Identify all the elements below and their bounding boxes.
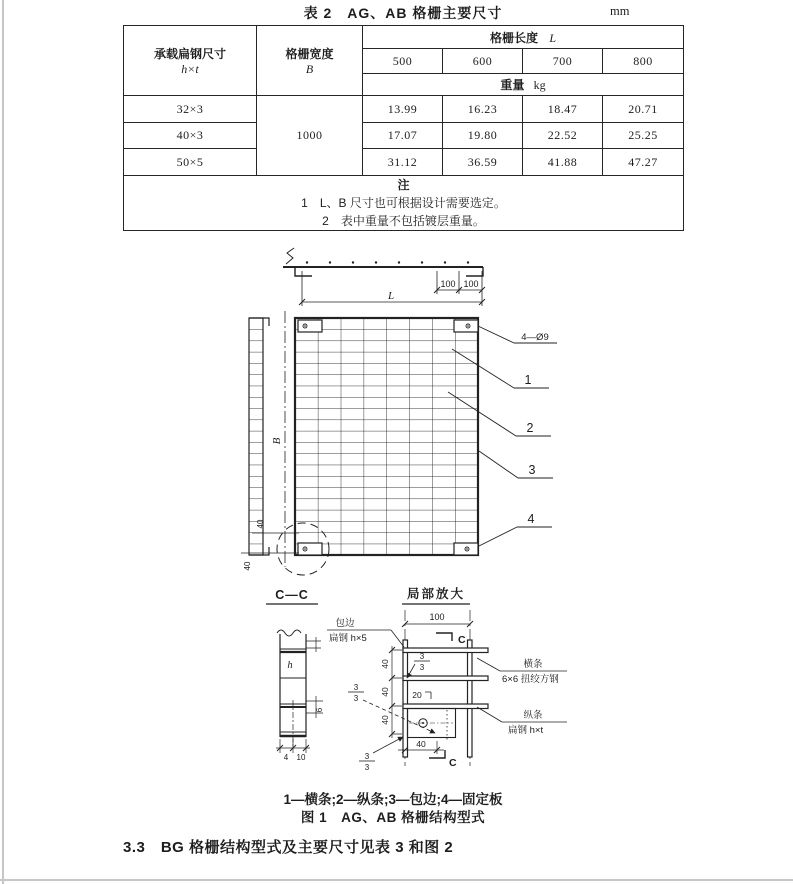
cross-bar-2 xyxy=(403,676,488,681)
crossbar-dots xyxy=(306,261,469,263)
svg-text:3: 3 xyxy=(353,683,359,692)
cell-size-0: 32×3 xyxy=(124,96,257,123)
cross-bar-label xyxy=(477,658,567,685)
cross-bar-1 xyxy=(403,648,488,653)
detail-title: 局部放大 xyxy=(406,587,466,601)
table-title: 表 2 AG、AB 格栅主要尺寸 xyxy=(303,5,503,21)
length-600: 600 xyxy=(443,49,523,74)
callout-2: 2 xyxy=(526,421,534,435)
note-1: 1 L、B 尺寸也可根据设计需要选定。 xyxy=(301,196,506,210)
header-weight-unit: kg xyxy=(533,78,546,92)
longitudinal-bar-label xyxy=(477,707,567,736)
callout-hole-4-d9: 4—Ø9 xyxy=(521,332,549,343)
callout-4: 4 xyxy=(527,512,535,526)
svg-text:包边: 包边 xyxy=(335,618,355,629)
callout-1: 1 xyxy=(524,373,532,387)
length-800: 800 xyxy=(603,49,684,74)
side-strip xyxy=(249,318,263,555)
plan-view xyxy=(241,311,557,575)
svg-text:3: 3 xyxy=(364,752,370,761)
header-length-label: 格栅长度 xyxy=(489,30,538,45)
note-label: 注 xyxy=(397,178,410,192)
dim-h: h xyxy=(287,660,293,671)
cell-w-1-3: 25.25 xyxy=(603,123,684,149)
cell-w-1-1: 19.80 xyxy=(443,123,523,149)
cell-w-0-1: 16.23 xyxy=(443,96,523,123)
fixing-plate-top-left xyxy=(298,320,322,332)
cell-w-2-3: 47.27 xyxy=(603,149,684,176)
cell-w-2-2: 41.88 xyxy=(523,149,603,176)
weld-symbol-a xyxy=(407,652,430,678)
section-mark-bottom: C xyxy=(449,757,457,769)
header-width-label: 格栅宽度 xyxy=(285,46,334,61)
dim-40-3: 40 xyxy=(380,715,390,725)
cell-w-0-0: 13.99 xyxy=(363,96,443,123)
fixing-plate-bottom-left xyxy=(298,543,322,555)
dim-4: 4 xyxy=(283,753,289,762)
svg-text:3: 3 xyxy=(419,663,425,672)
detail-view xyxy=(327,586,567,772)
cell-w-1-2: 22.52 xyxy=(523,123,603,149)
svg-text:3: 3 xyxy=(364,763,370,772)
section-3-3-heading: 3.3 BG 格栅结构型式及主要尺寸见表 3 和图 2 xyxy=(123,839,454,856)
cell-width-1000: 1000 xyxy=(257,96,363,176)
note-2: 2 表中重量不包括镀层重量。 xyxy=(322,214,485,228)
dim-length-L: L xyxy=(387,290,395,302)
cell-size-2: 50×5 xyxy=(124,149,257,176)
length-700: 700 xyxy=(523,49,603,74)
svg-text:3: 3 xyxy=(353,694,359,703)
dim-100: 100 xyxy=(429,612,445,622)
dim-6: 6 xyxy=(315,707,324,713)
header-size-label: 承载扁钢尺寸 xyxy=(153,46,226,61)
header-weight-label: 重量 xyxy=(500,78,525,92)
table-unit: mm xyxy=(610,4,630,18)
cell-size-1: 40×3 xyxy=(124,123,257,149)
figure-caption-title: 图 1 AG、AB 格栅结构型式 xyxy=(300,810,486,825)
svg-text:横条: 横条 xyxy=(523,659,543,670)
svg-text:6×6 扭绞方钢: 6×6 扭绞方钢 xyxy=(502,674,559,685)
dim-40-b: 40 xyxy=(243,561,252,571)
dim-40-2: 40 xyxy=(380,687,390,697)
dim-40-a: 40 xyxy=(256,519,265,529)
svg-text:扁钢 h×t: 扁钢 h×t xyxy=(508,725,544,736)
section-cc-title: C—C xyxy=(275,588,309,602)
svg-text:纵条: 纵条 xyxy=(523,710,543,721)
header-width-var: B xyxy=(305,61,314,76)
dim-40-bottom: 40 xyxy=(416,739,426,749)
weld-symbol-c xyxy=(359,737,403,772)
section-cc xyxy=(266,588,324,762)
elevation-view xyxy=(283,248,485,306)
longitudinal-bar-left xyxy=(403,640,408,757)
edge-wrap-label xyxy=(327,617,404,647)
dim-20: 20 xyxy=(412,690,422,700)
cell-w-1-0: 17.07 xyxy=(363,123,443,149)
cell-w-2-0: 31.12 xyxy=(363,149,443,176)
cell-w-0-3: 20.71 xyxy=(603,96,684,123)
cell-w-0-2: 18.47 xyxy=(523,96,603,123)
header-size-var: h×t xyxy=(181,61,199,76)
svg-text:扁钢 h×5: 扁钢 h×5 xyxy=(329,633,367,644)
dim-width-B: B xyxy=(271,437,283,445)
length-500: 500 xyxy=(363,49,443,74)
figure-caption-items: 1—横条;2—纵条;3—包边;4—固定板 xyxy=(283,792,503,807)
callout-3: 3 xyxy=(528,463,536,477)
dim-100-right: 100 xyxy=(463,279,479,289)
header-length-var: L xyxy=(549,30,557,45)
fixing-plate-top-right xyxy=(454,320,478,332)
section-mark-top: C xyxy=(458,634,466,646)
cell-w-2-1: 36.59 xyxy=(443,149,523,176)
cross-bar-3 xyxy=(403,704,488,709)
dim-100-left: 100 xyxy=(440,279,456,289)
dim-40-1: 40 xyxy=(380,659,390,669)
fixing-plate-bottom-right xyxy=(454,543,478,555)
longitudinal-bar-right xyxy=(468,640,473,757)
svg-text:3: 3 xyxy=(419,652,425,661)
dim-10: 10 xyxy=(296,753,306,762)
